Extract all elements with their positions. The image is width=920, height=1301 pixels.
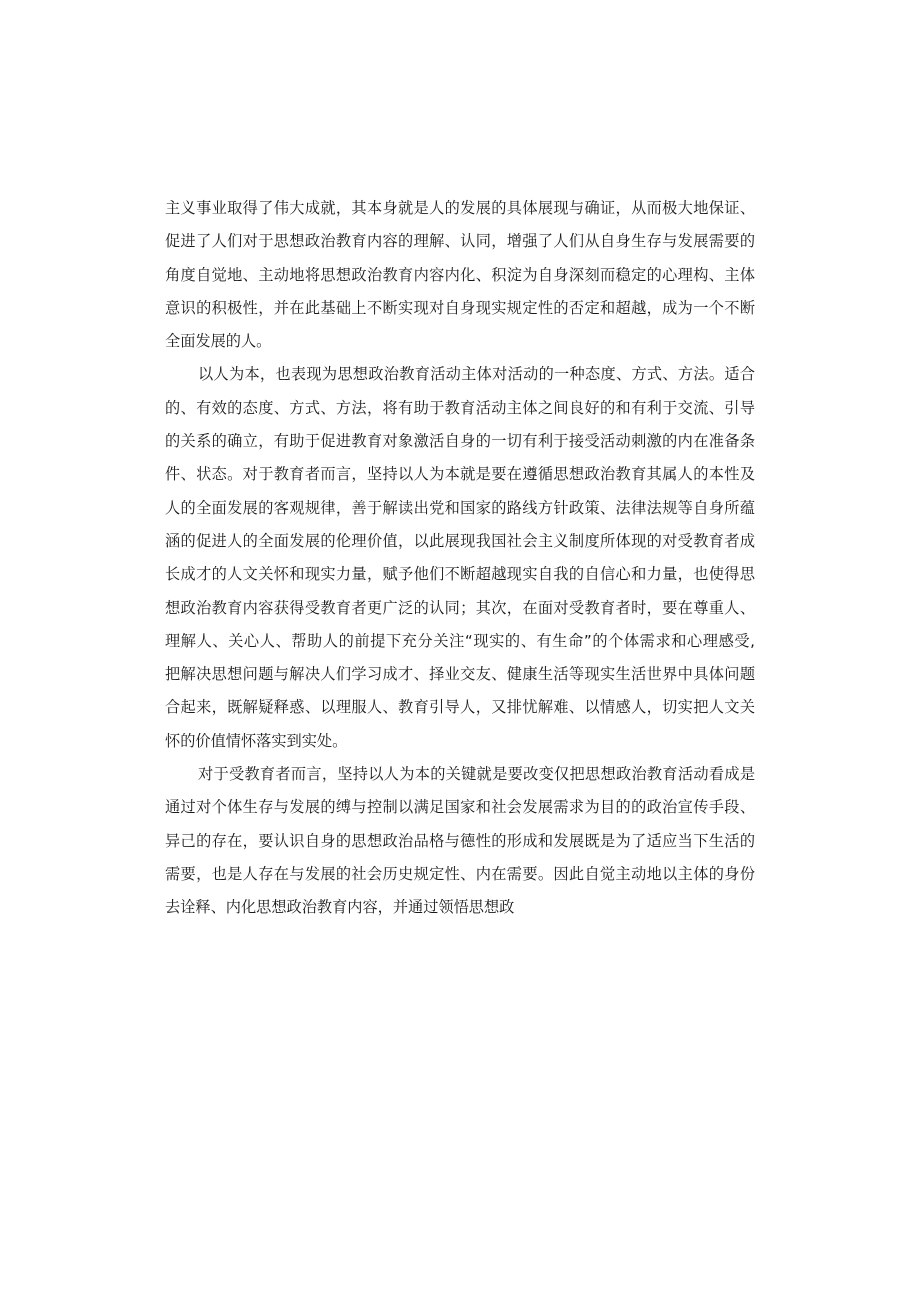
text-line: 想政治教育内容获得受教育者更广泛的认同；其次，在面对受教育者时，要在尊重人、 xyxy=(165,598,755,617)
text-line: 角度自觉地、主动地将思想政治教育内容内化、积淀为自身深刻而稳定的心理构、主体 xyxy=(165,265,755,284)
text-line: 的、有效的态度、方式、方法，将有助于教育活动主体之间良好的和有利于交流、引导 xyxy=(165,398,755,417)
text-line: 理解人、关心人、帮助人的前提下充分关注“现实的、有生命”的个体需求和心理感受, xyxy=(165,631,755,650)
text-line: 通过对个体生存与发展的缚与控制以满足国家和社会发展需求为目的的政治宣传手段、 xyxy=(165,798,755,817)
text-line: 件、状态。对于教育者而言，坚持以人为本就是要在遵循思想政治教育其属人的本性及 xyxy=(165,465,755,484)
paragraph-first-line: 对于受教育者而言，坚持以人为本的关键就是要改变仅把思想政治教育活动看成是 xyxy=(198,765,755,784)
text-line: 主义事业取得了伟大成就，其本身就是人的发展的具体展现与确证，从而极大地保证、 xyxy=(165,199,755,217)
text-line: 长成才的人文关怀和现实力量，赋予他们不断超越现实自我的自信心和力量，也使得思 xyxy=(165,565,755,584)
text-line: 人的全面发展的客观规律，善于解读出党和国家的路线方针政策、法律法规等自身所蕴 xyxy=(165,498,755,517)
text-line: 全面发展的人。 xyxy=(165,332,272,351)
text-line: 合起来，既解疑释惑、以理服人、教育引导人，又排忧解难、以情感人，切实把人文关 xyxy=(165,698,755,717)
text-line: 促进了人们对于思想政治教育内容的理解、认同，增强了人们从自身生存与发展需要的 xyxy=(165,232,755,251)
text-line: 需要，也是人存在与发展的社会历史规定性、内在需要。因此自觉主动地以主体的身份 xyxy=(165,864,755,883)
text-line: 的关系的确立，有助于促进教育对象激活自身的一切有利于接受活动刺激的内在准备条 xyxy=(165,432,755,451)
text-line: 意识的积极性，并在此基础上不断实现对自身现实规定性的否定和超越，成为一个不断 xyxy=(165,298,755,317)
text-line: 把解决思想问题与解决人们学习成才、择业交友、健康生活等现实生活世界中具体问题 xyxy=(165,665,755,684)
text-line: 怀的价值情怀落实到实处。 xyxy=(165,731,348,750)
text-line: 涵的促进人的全面发展的伦理价值，以此展现我国社会主义制度所体现的对受教育者成 xyxy=(165,531,755,550)
text-line: 去诠释、内化思想政治教育内容，并通过领悟思想政 xyxy=(165,898,515,917)
document-body-text xyxy=(165,192,755,925)
text-line: 异己的存在，要认识自身的思想政治品格与德性的形成和发展既是为了适应当下生活的 xyxy=(165,831,755,850)
paragraph-first-line: 以人为本，也表现为思想政治教育活动主体对活动的一种态度、方式、方法。适合 xyxy=(198,365,755,384)
